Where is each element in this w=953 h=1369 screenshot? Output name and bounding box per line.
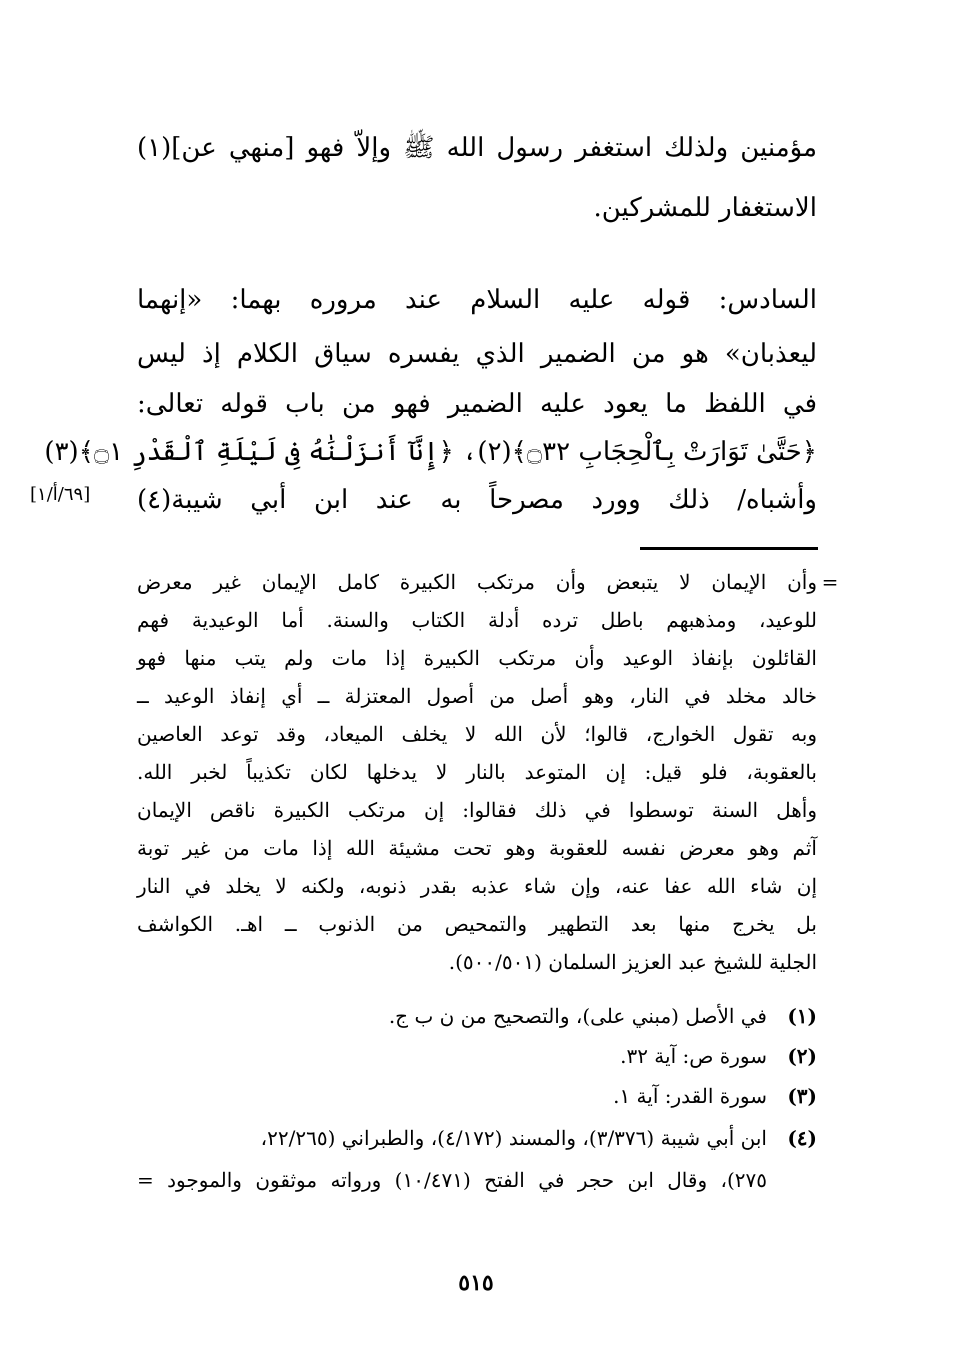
footnote-number: (٤) <box>787 1126 817 1150</box>
footnote-4-continuation: ٢٧٥)، وقال ابن حجر في الفتح (١٠/٤٧١) ورواته موثقون والموجود = <box>137 1168 767 1192</box>
footnote-text: سورة القدر: آية ١. <box>613 1084 767 1108</box>
main-line-4: ليعذبان» هو من الضمير الذي يفسره سياق الكلام إذ ليس <box>137 339 817 369</box>
footnote-continuation-line: القائلون بإنفاذ الوعيد وأن مرتكب الكبيرة إذا مات ولم يتب منها فهو <box>137 646 817 670</box>
footnote-continuation-line: آثم وهو معرض نفسه للعقوبة وهو تحت مشيئة الله إذا مات من غير توبة <box>137 836 817 860</box>
footnote-number: (٢) <box>787 1044 817 1068</box>
main-line-2: الاستغفار للمشركين. <box>593 193 817 223</box>
main-line-3: السادس: قوله عليه السلام عند مروره بهما: «إنهما <box>137 285 817 315</box>
footnote-number: (١) <box>787 1004 817 1028</box>
footnote-continuation-line: وأهل السنة توسطوا في ذلك فقالوا: إن مرتكب الكبيرة ناقص الإيمان <box>137 798 817 822</box>
main-line-1: مؤمنين ولذلك استغفر رسول الله ﷺ وإلاّ فهو [منهي عن](١) <box>137 133 817 163</box>
footnote-continuation-line: بل يخرج منها بعد التطهير والتمحيص من الذنوب ــ اهـ. الكواشف <box>137 912 817 936</box>
main-line-6: ﴿حَتَّىٰ تَوَارَتْ بِٱلْحِجَابِ ۝٣٢﴾(٢)، ﴿إِنَّآ أَنزَلْنَٰهُ فِى لَيْلَةِ ٱلْقَدْرِ ۝١﴾(٣) <box>44 437 817 467</box>
footnote-2 <box>137 1040 817 1072</box>
footnote-text: ابن أبي شيبة (٣/٣٧٦)، والمسند (٤/١٧٢)، والطبراني (٢٢/٢٦٥، <box>260 1126 767 1150</box>
footnote-1 <box>137 1000 817 1032</box>
page-number: ٥١٥ <box>458 1270 494 1296</box>
main-line-5: في اللفظ ما يعود عليه الضمير فهو من باب قوله تعالى: <box>137 389 817 419</box>
footnote-continuation-line: الجلية للشيخ عبد العزيز السلمان (٥٠٠/٥٠١). <box>448 950 817 974</box>
footnote-number: (٣) <box>787 1084 817 1108</box>
footnote-continuation-line: بالعقوبة، فلو قيل: إن المتوعد بالنار لا يدخلها لكان تكذيباً لخبر الله. <box>137 760 817 784</box>
footnote-3 <box>137 1080 817 1112</box>
manuscript-folio-reference: [٦٩/أ/١] <box>30 484 91 505</box>
footnote-continuation-line: إن شاء الله عفا عنه، وإن شاء عذبه بقدر ذنوبه، ولكنه لا يخلد في النار <box>137 874 818 898</box>
footnote-continuation-line: وأن الإيمان لا يتبعض وأن مرتكب الكبيرة كامل الإيمان غير معرض <box>137 570 817 594</box>
main-line-7: وأشباه/ ذلك وورد مصرحاً به عند ابن أبي شيبة(٤) <box>137 485 817 515</box>
footnote-text: سورة ص: آية ٣٢. <box>620 1044 767 1068</box>
continuation-mark: = <box>821 570 839 594</box>
footnote-continuation-line: خالد مخلد في النار، وهو أصل من أصول المعتزلة ــ أي إنفاذ الوعيد ــ <box>137 684 817 708</box>
footnote-continuation-line: وبه تقول الخوارج، قالوا؛ لأن الله لا يخلف الميعاد، وقد توعد العاصين <box>137 722 817 746</box>
footnote-continuation-line: للوعيد، ومذهبهم باطل ترده أدلة الكتاب والسنة. أما الوعيدية فهم <box>137 608 817 632</box>
footnote-separator <box>640 547 818 550</box>
footnote-4 <box>137 1122 817 1154</box>
footnote-text: في الأصل (مبني على)، والتصحيح من ن ب ج. <box>388 1004 767 1028</box>
